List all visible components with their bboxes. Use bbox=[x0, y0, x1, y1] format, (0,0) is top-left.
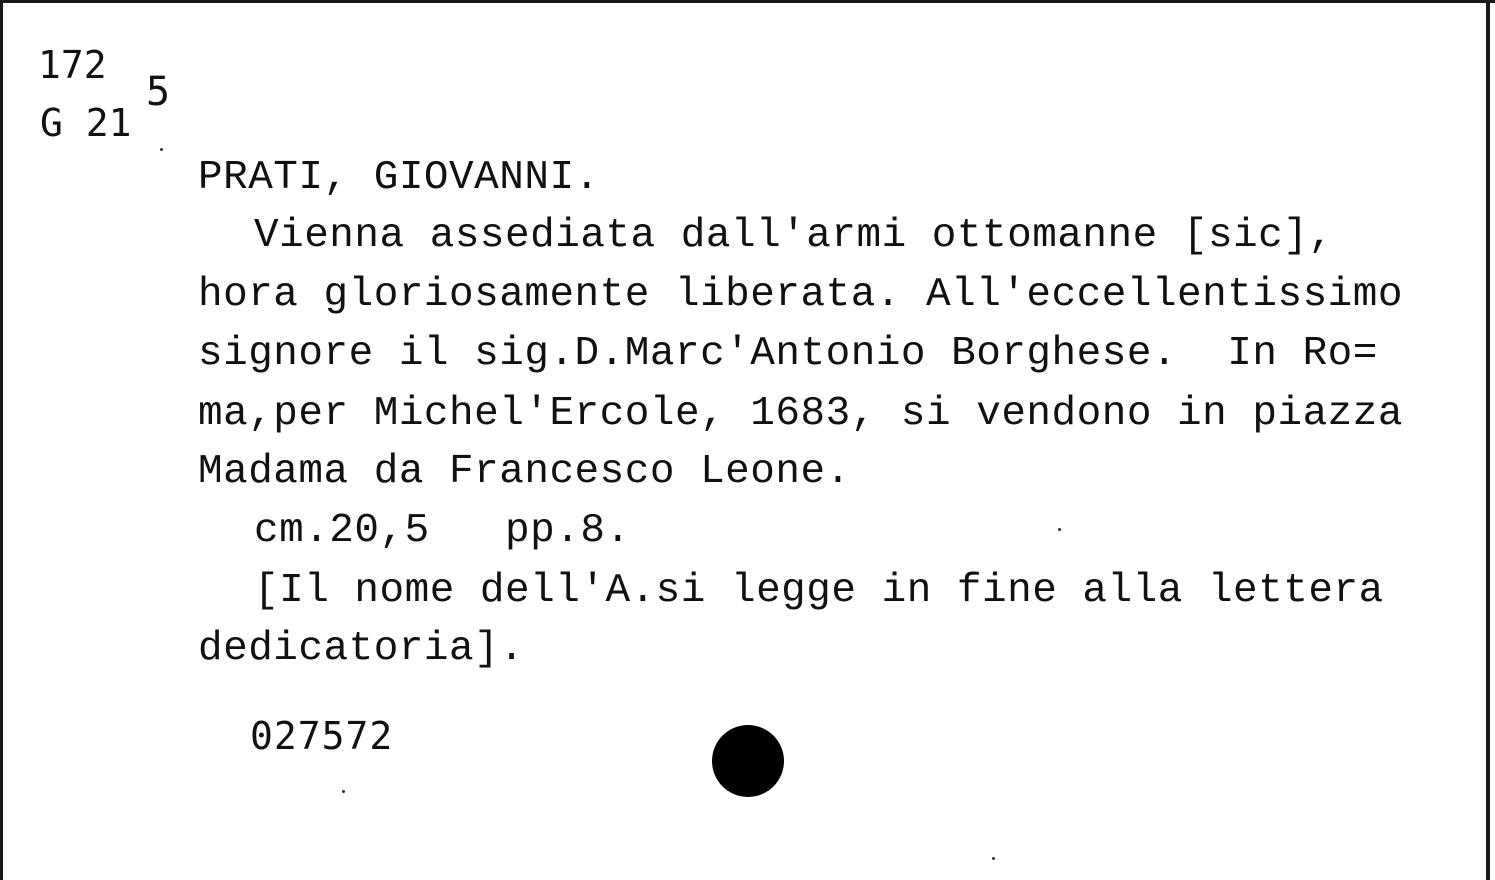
author-heading: PRATI, GIOVANNI. bbox=[198, 155, 600, 201]
title-line-3: signore il sig.D.Marc'Antonio Borghese. In Ro= bbox=[198, 331, 1378, 377]
imprint-line-2: Madama da Francesco Leone. bbox=[198, 449, 851, 495]
call-number-line-2: G 21 bbox=[40, 101, 132, 145]
card-left-edge bbox=[0, 0, 3, 880]
physical-description: cm.20,5 pp.8. bbox=[254, 508, 631, 554]
speck bbox=[992, 857, 995, 860]
speck bbox=[1058, 528, 1061, 531]
accession-number: 027572 bbox=[250, 714, 394, 758]
speck bbox=[160, 148, 163, 151]
note-line-2: dedicatoria]. bbox=[198, 626, 525, 672]
card-top-edge bbox=[0, 0, 1495, 3]
note-line-1: [Il nome dell'A.si legge in fine alla lettera bbox=[254, 568, 1384, 614]
title-line-1: Vienna assediata dall'armi ottomanne [sic], bbox=[254, 213, 1334, 259]
imprint-line-1: ma,per Michel'Ercole, 1683, si vendono in piazza bbox=[198, 391, 1403, 437]
title-line-2: hora gloriosamente liberata. All'eccellentissimo bbox=[198, 272, 1403, 318]
call-number-superscript: 5 bbox=[146, 69, 171, 115]
punch-hole bbox=[712, 725, 784, 797]
card-right-edge bbox=[1486, 0, 1490, 880]
call-number-line-1: 172 bbox=[38, 43, 107, 87]
speck bbox=[342, 790, 345, 793]
